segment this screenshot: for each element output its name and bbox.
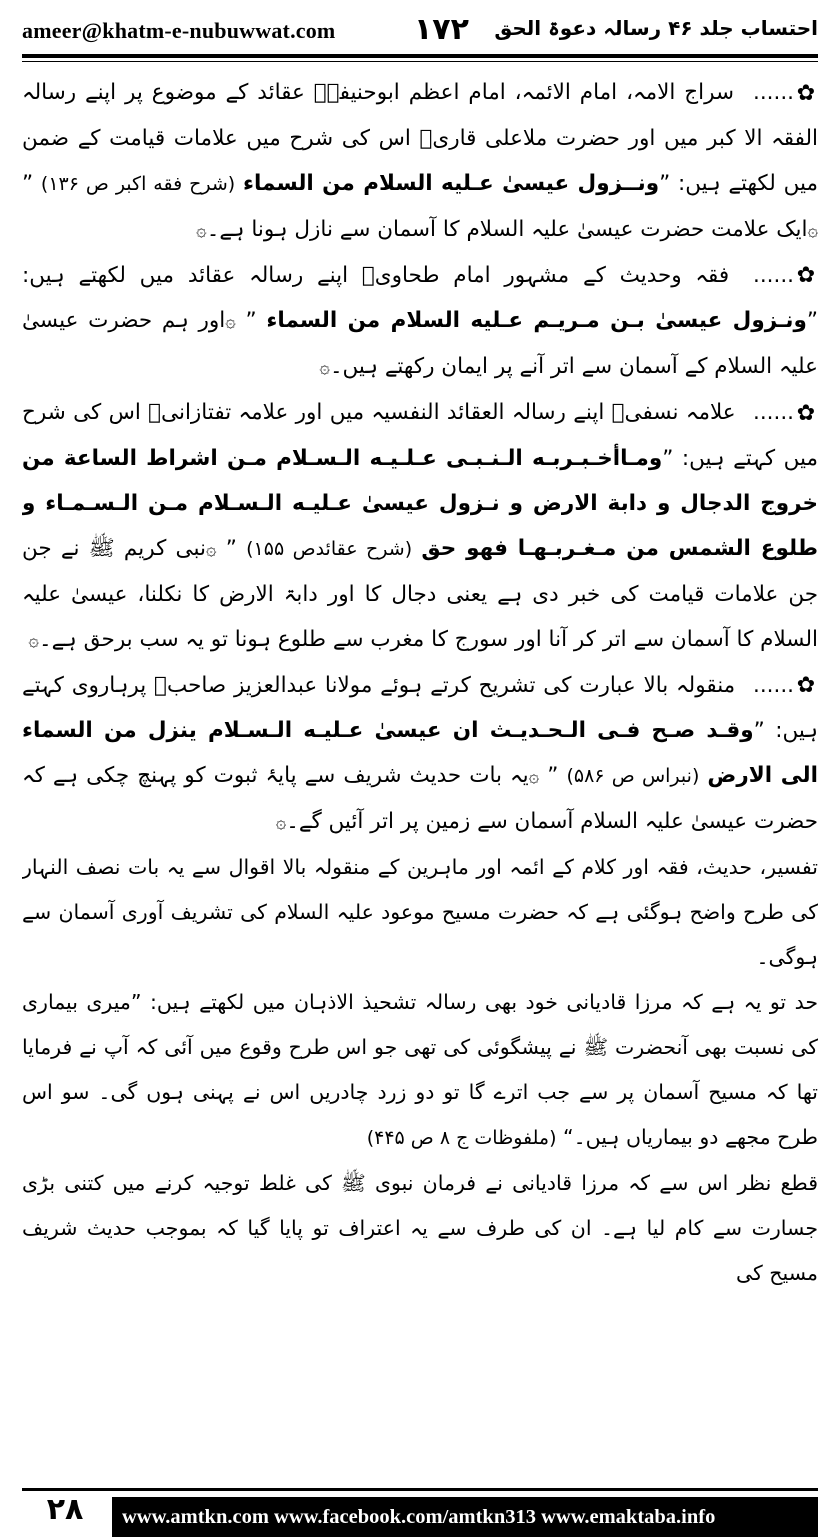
p1-text: سراج الامہ، امام الائمہ، امام اعظم ابوحنیفہؒ عقائد کے موضوع پر اپنے رسالہ الفقہ الا کبر میں اور حضرت ملاعلی قاریؒ اس کی شرح میں علامات قیامت کے ضمن میں لکھتے ہیں: ” bbox=[22, 80, 818, 196]
paragraph-7 bbox=[22, 1161, 818, 1296]
footer-rule bbox=[22, 1488, 818, 1491]
p3-text: علامہ نسفیؒ اپنے رسالہ العقائد النفسیہ میں اور علامہ تفتازانیؒ اس کی شرح میں کہتے ہیں: ” bbox=[22, 400, 818, 471]
p4-translation: یہ بات حدیث شریف سے پایۂ ثبوت کو پہنچ چکی ہے کہ حضرت عیسیٰ علیہ السلام آسمان سے زمین پر اتر آئیں گے۔ bbox=[22, 763, 818, 834]
ornament-open-icon: ۞ bbox=[528, 766, 540, 787]
p1-reference: (شرح فقه اکبر ص ۱۳۶) bbox=[40, 172, 236, 195]
footer-links: www.amtkn.com www.facebook.com/amtkn313 www.emaktaba.info bbox=[122, 1506, 716, 1528]
p2-text: فقہ وحدیث کے مشہور امام طحاویؒ اپنے رسالہ عقائد میں لکھتے ہیں: ” bbox=[22, 262, 818, 333]
flower-bullet-icon: ✿ bbox=[796, 80, 816, 106]
p1-arabic: ونــزول عیسیٰ عـلیه السلام من السماء bbox=[242, 170, 660, 196]
p4-arabic: وقـد صـح فـی الـحـدیـث ان عیسیٰ عـلیـه الـسـلام ینزل من السماء الی الارض bbox=[22, 718, 818, 788]
page-body bbox=[22, 70, 818, 1460]
ornament-open-icon: ۞ bbox=[205, 538, 217, 560]
header-rule-thick bbox=[22, 54, 818, 58]
header-page-number: ١٧٢ bbox=[414, 12, 469, 47]
page-header bbox=[22, 10, 818, 50]
p4-text: منقولہ بالا عبارت کی تشریح کرتے ہوئے مولانا عبدالعزیز صاحبؒ پرہاروی کہتے ہیں: ” bbox=[22, 672, 818, 743]
flower-bullet-icon: ✿ bbox=[796, 673, 816, 698]
paragraph-5 bbox=[22, 845, 818, 980]
p2-translation: اور ہم حضرت عیسیٰ علیہ السلام کے آسمان سے اتر آنے پر ایمان رکھتے ہیں۔ bbox=[22, 308, 818, 379]
p6-reference: (ملفوظات ج ۸ ص ۴۴۵) bbox=[366, 1127, 557, 1149]
p1-translation: ایک علامت حضرت عیسیٰ علیہ السلام کا آسمان سے نازل ہونا ہے۔ bbox=[206, 216, 808, 242]
footer-page-number: ۲۸ bbox=[46, 1492, 84, 1527]
p2-arabic: ونـزول عیسیٰ بـن مـریـم عـلیه السلام من السماء bbox=[266, 308, 807, 333]
p4-reference: (نبراس ص ۵۸۶) bbox=[566, 765, 700, 787]
flower-bullet-icon: ✿ bbox=[796, 263, 816, 288]
flower-bullet-icon: ✿ bbox=[796, 400, 816, 426]
paragraph-1: ✿...... سراج الامہ، امام الائمہ، امام اعظم ابوحنیفہؒ عقائد کے موضوع پر اپنے رسالہ الفقہ الا کبر میں اور حضرت ملاعلی قاریؒ اس کی شرح میں علامات قیامت کے ضمن میں لکھتے ہیں: ”ونــزول عیسیٰ عـلیه السلام من السماء (شرح فقه اکبر ص ۱۳۶) ” ۞ایک علامت حضرت عیسیٰ علیہ السلام کا آسمان سے نازل ہونا ہے۔۞ bbox=[22, 70, 818, 253]
p7-text: قطع نظر اس سے کہ مرزا قادیانی نے فرمان نبوی ﷺ کی غلط توجیہ کرنے میں کتنی بڑی جسارت سے کام لیا ہے۔ ان کی طرف سے یہ اعتراف تو پایا گیا کہ بموجب حدیث شریف مسیح کی bbox=[22, 1171, 818, 1285]
ornament-close-icon: ۞ bbox=[275, 812, 287, 833]
p3-translation: نبی کریم ﷺ نے جن جن علامات قیامت کی خبر دی ہے یعنی دجال کا اور دابۃ الارض کا نکلنا، عیسیٰ علیہ السلام کا آسمان سے اتر کر آنا اور سورج کا مغرب سے طلوع ہونا تو یہ سب برحق ہے۔ bbox=[22, 535, 818, 652]
header-book-title: احتساب جلد ۴۶ رسالہ دعوۃ الحق bbox=[494, 16, 818, 40]
header-email: ameer@khatm-e-nubuwwat.com bbox=[22, 18, 336, 43]
paragraph-6 bbox=[22, 980, 818, 1161]
p5-text: تفسیر، حدیث، فقہ اور کلام کے ائمہ اور ماہرین کے منقولہ بالا اقوال سے یہ بات نصف النہار کی طرح واضح ہوگئی ہے کہ حضرت مسیح موعود علیہ السلام کی تشریف آوری آسمان سے ہوگی۔ bbox=[22, 855, 818, 969]
p3-reference: (شرح عقائدص ۱۵۵) bbox=[246, 537, 413, 560]
header-rule-thin bbox=[22, 61, 818, 62]
page-footer bbox=[22, 1484, 818, 1540]
ornament-open-icon: ۞ bbox=[807, 219, 818, 241]
paragraph-4: ✿...... منقولہ بالا عبارت کی تشریح کرتے ہوئے مولانا عبدالعزیز صاحبؒ پرہاروی کہتے ہیں: ”وقـد صـح فـی الـحـدیـث ان عیسیٰ عـلیـه الـسـلام ینزل من السماء الی الارض (نبراس ص ۵۸۶) ” ۞یہ بات حدیث شریف سے پایۂ ثبوت کو پہنچ چکی ہے کہ حضرت عیسیٰ علیہ السلام آسمان سے زمین پر اتر آئیں گے۔۞ bbox=[22, 663, 818, 846]
ornament-open-icon: ۞ bbox=[225, 311, 236, 332]
ornament-close-icon: ۞ bbox=[28, 629, 39, 651]
p3-arabic: ومـاأخـبـربـه الـنـبـی عـلـیـه الـسـلام مـن اشراط الساعة من خروج الدجال و دابة الارض و نـزول عیسیٰ عـلیـه الـسـلام مـن الـسـمـاء و طلوع الشمس من مـغـربـهـا فهو حق bbox=[22, 445, 818, 561]
paragraph-2: ✿...... فقہ وحدیث کے مشہور امام طحاویؒ اپنے رسالہ عقائد میں لکھتے ہیں: ”ونـزول عیسیٰ بـن مـریـم عـلیه السلام من السماء ” ۞اور ہم حضرت عیسیٰ علیہ السلام کے آسمان سے اتر آنے پر ایمان رکھتے ہیں۔۞ bbox=[22, 253, 818, 391]
ornament-close-icon: ۞ bbox=[196, 219, 207, 241]
ornament-close-icon: ۞ bbox=[319, 357, 330, 378]
p6-text: حد تو یہ ہے کہ مرزا قادیانی خود بھی رسالہ تشحیذ الاذہان میں لکھتے ہیں: ”میری بیماری کی نسبت بھی آنحضرت ﷺ نے پیشگوئی کی تھی جو اس طرح وقوع میں آئی کہ آپ نے فرمایا تھا کہ مسیح آسمان پر سے جب اترے گا تو دو زرد چادریں اس نے پہنی ہوں گی۔ سو اس طرح مجھے دو بیماریاں ہیں۔“ bbox=[22, 990, 818, 1149]
paragraph-3: ✿...... علامہ نسفیؒ اپنے رسالہ العقائد النفسیہ میں اور علامہ تفتازانیؒ اس کی شرح میں کہتے ہیں: ”ومـاأخـبـربـه الـنـبـی عـلـیـه الـسـلام مـن اشراط الساعة من خروج الدجال و دابة الارض و نـزول عیسیٰ عـلیـه الـسـلام مـن الـسـمـاء و طلوع الشمس من مـغـربـهـا فهو حق (شرح عقائدص ۱۵۵) ” ۞نبی کریم ﷺ نے جن جن علامات قیامت کی خبر دی ہے یعنی دجال کا اور دابۃ الارض کا نکلنا، عیسیٰ علیہ السلام کا آسمان سے اتر کر آنا اور سورج کا مغرب سے طلوع ہونا تو یہ سب برحق ہے۔۞ bbox=[22, 390, 818, 663]
